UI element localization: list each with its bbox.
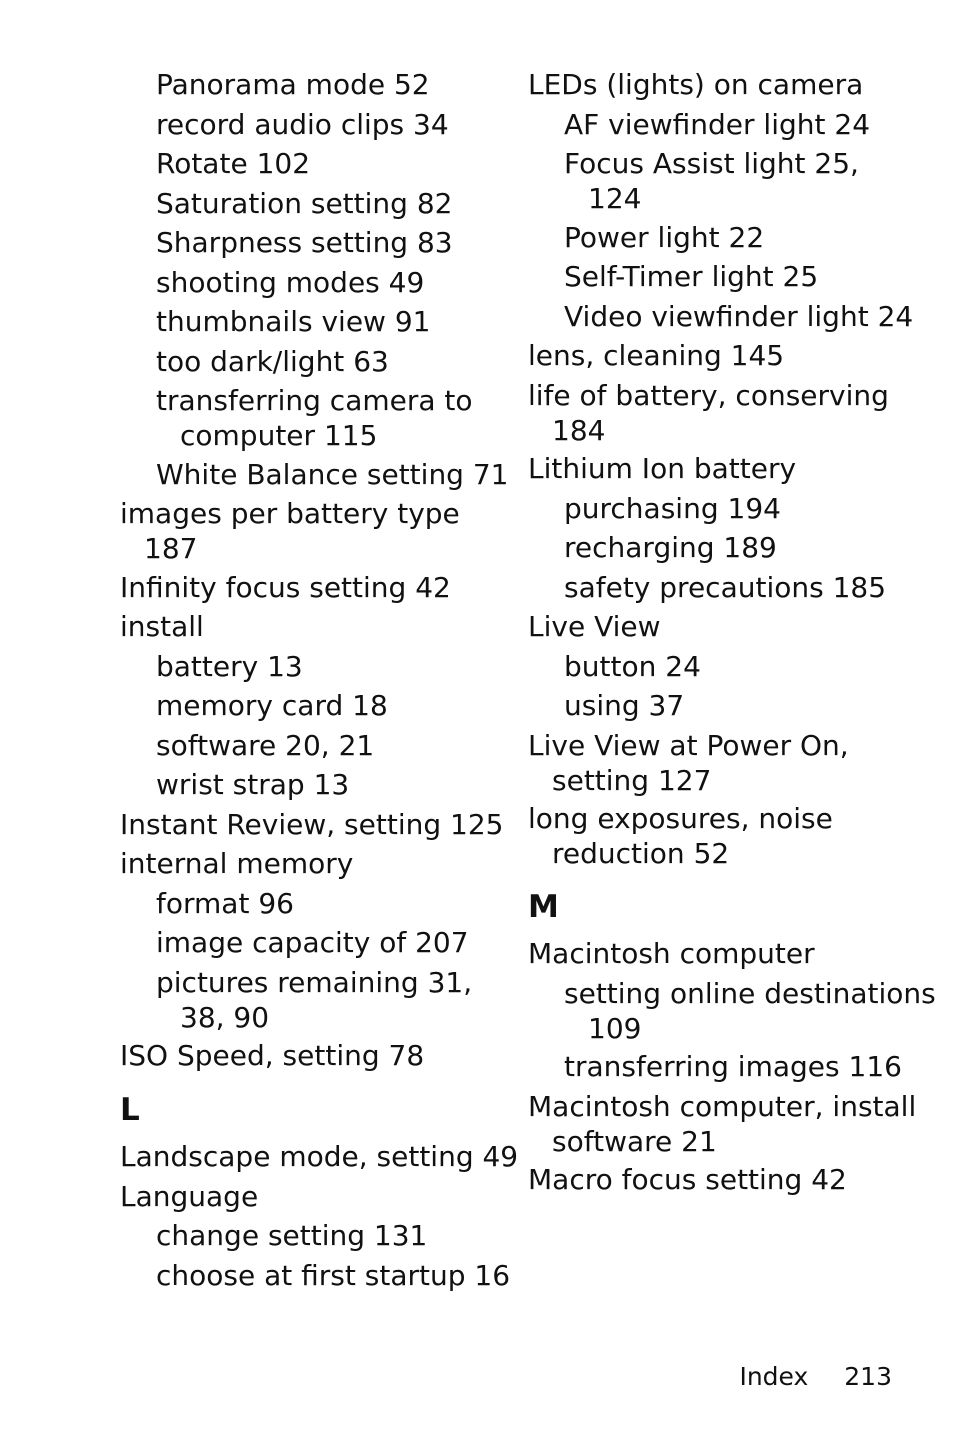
- entry-text: button 24: [564, 649, 701, 683]
- entry-text: White Balance setting 71: [156, 457, 509, 491]
- entry-text: Panorama mode 52: [156, 68, 430, 101]
- index-subentry: [528, 569, 948, 606]
- index-subentry: [120, 766, 500, 803]
- index-entry: [528, 935, 948, 972]
- index-entry: [528, 608, 948, 645]
- entry-text: change setting 131: [156, 1219, 428, 1252]
- index-subentry: [120, 727, 500, 764]
- entry-text: Live View: [528, 610, 661, 643]
- index-entry: [528, 1088, 948, 1159]
- index-subentry: [120, 382, 500, 453]
- entry-text: Macro focus setting 42: [528, 1163, 847, 1196]
- index-entry: [528, 450, 948, 487]
- index-subentry: [120, 687, 500, 724]
- index-subentry: [120, 185, 500, 222]
- index-subentry: [120, 224, 500, 261]
- entry-continuation: software 21: [552, 1124, 717, 1158]
- entry-continuation: 187: [144, 532, 198, 565]
- entry-continuation: 38, 90: [180, 1000, 270, 1034]
- entry-text: Instant Review, setting 125: [120, 807, 504, 841]
- entry-text: Focus Assist light 25,: [564, 147, 859, 180]
- entry-text: Power light 22: [564, 220, 765, 254]
- entry-text: Saturation setting 82: [156, 186, 453, 220]
- entry-text: battery 13: [156, 649, 303, 683]
- index-section-letter: M: [528, 889, 559, 925]
- entry-continuation: reduction 52: [552, 837, 730, 870]
- entry-text: recharging 189: [564, 531, 777, 564]
- entry-text: thumbnails view 91: [156, 305, 431, 338]
- index-subentry: [120, 885, 500, 922]
- index-subentry: [120, 343, 500, 380]
- index-subentry: [120, 264, 500, 301]
- index-entry: [120, 569, 500, 606]
- entry-text: software 20, 21: [156, 728, 375, 762]
- index-entry: [120, 1178, 500, 1215]
- index-entry: [528, 800, 948, 871]
- entry-text: transferring camera to: [156, 384, 473, 417]
- index-subentry: [120, 106, 500, 143]
- entry-text: Landscape mode, setting 49: [120, 1140, 519, 1173]
- entry-text: Lithium Ion battery: [528, 452, 797, 485]
- index-subentry: [120, 648, 500, 685]
- entry-text: Sharpness setting 83: [156, 226, 453, 259]
- entry-continuation: 184: [552, 413, 606, 447]
- entry-text: using 37: [564, 689, 685, 722]
- entry-text: Language: [120, 1179, 259, 1213]
- entry-text: long exposures, noise: [528, 802, 833, 835]
- entry-text: image capacity of 207: [156, 926, 469, 959]
- index-subentry: [120, 1217, 500, 1254]
- index-entry: [528, 1161, 948, 1198]
- index-subentry: [120, 303, 500, 340]
- entry-text: format 96: [156, 886, 294, 920]
- index-subentry: [528, 106, 948, 143]
- entry-text: transferring images 116: [564, 1050, 902, 1083]
- entry-continuation: 109: [588, 1011, 642, 1045]
- index-subentry: [528, 145, 948, 216]
- index-entry: [120, 845, 500, 882]
- entry-text: install: [120, 610, 204, 643]
- index-entry: [120, 495, 500, 566]
- page-number: 213: [844, 1362, 892, 1391]
- entry-text: safety precautions 185: [564, 570, 887, 604]
- entry-text: record audio clips 34: [156, 107, 449, 141]
- entry-text: Macintosh computer: [528, 937, 815, 970]
- entry-text: internal memory: [120, 847, 354, 880]
- index-subentry: [528, 490, 948, 527]
- entry-text: Self-Timer light 25: [564, 260, 819, 293]
- index-entry: [120, 1037, 500, 1074]
- index-entry: [528, 337, 948, 374]
- entry-text: shooting modes 49: [156, 265, 425, 299]
- index-entry: [528, 377, 948, 448]
- index-subentry: [528, 219, 948, 256]
- index-column-right: [528, 66, 948, 1201]
- footer-section-label: Index: [739, 1362, 809, 1391]
- index-subentry: [120, 66, 500, 103]
- entry-text: choose at first startup 16: [156, 1258, 511, 1292]
- index-entry: [120, 1138, 519, 1175]
- index-subentry: [528, 298, 948, 335]
- entry-text: purchasing 194: [564, 491, 781, 525]
- entry-text: wrist strap 13: [156, 768, 350, 801]
- entry-text: Rotate 102: [156, 147, 311, 180]
- entry-continuation: 124: [588, 182, 642, 215]
- index-subentry: [120, 145, 500, 182]
- index-entry: [528, 727, 948, 798]
- entry-text: setting online destinations: [564, 976, 936, 1010]
- index-column-left: [120, 66, 519, 1296]
- entry-text: LEDs (lights) on camera: [528, 68, 864, 101]
- entry-text: ISO Speed, setting 78: [120, 1039, 425, 1072]
- index-subentry: [120, 456, 509, 493]
- index-subentry: [120, 1257, 511, 1294]
- index-subentry: [120, 924, 500, 961]
- index-subentry: [528, 975, 948, 1046]
- entry-text: lens, cleaning 145: [528, 339, 785, 372]
- entry-continuation: computer 115: [180, 419, 378, 452]
- index-subentry: [528, 1048, 948, 1085]
- page-footer: [739, 1360, 892, 1394]
- entry-text: memory card 18: [156, 689, 388, 722]
- entry-text: Macintosh computer, install: [528, 1089, 917, 1123]
- index-subentry: [528, 529, 948, 566]
- entry-text: too dark/light 63: [156, 344, 389, 378]
- entry-text: AF viewfinder light 24: [564, 107, 871, 141]
- entry-text: Infinity focus setting 42: [120, 570, 451, 604]
- entry-text: images per battery type: [120, 497, 460, 530]
- entry-text: pictures remaining 31,: [156, 965, 473, 999]
- entry-text: Video viewfinder light 24: [564, 299, 914, 333]
- index-entry: [120, 608, 500, 645]
- index-entry: [120, 806, 504, 843]
- index-subentry: [528, 648, 948, 685]
- index-subentry: [120, 964, 500, 1035]
- index-entry: [528, 66, 948, 103]
- entry-text: life of battery, conserving: [528, 378, 889, 412]
- index-subentry: [528, 258, 948, 295]
- entry-continuation: setting 127: [552, 763, 712, 797]
- entry-text: Live View at Power On,: [528, 728, 849, 762]
- index-section-letter: L: [120, 1092, 140, 1128]
- index-subentry: [528, 687, 948, 724]
